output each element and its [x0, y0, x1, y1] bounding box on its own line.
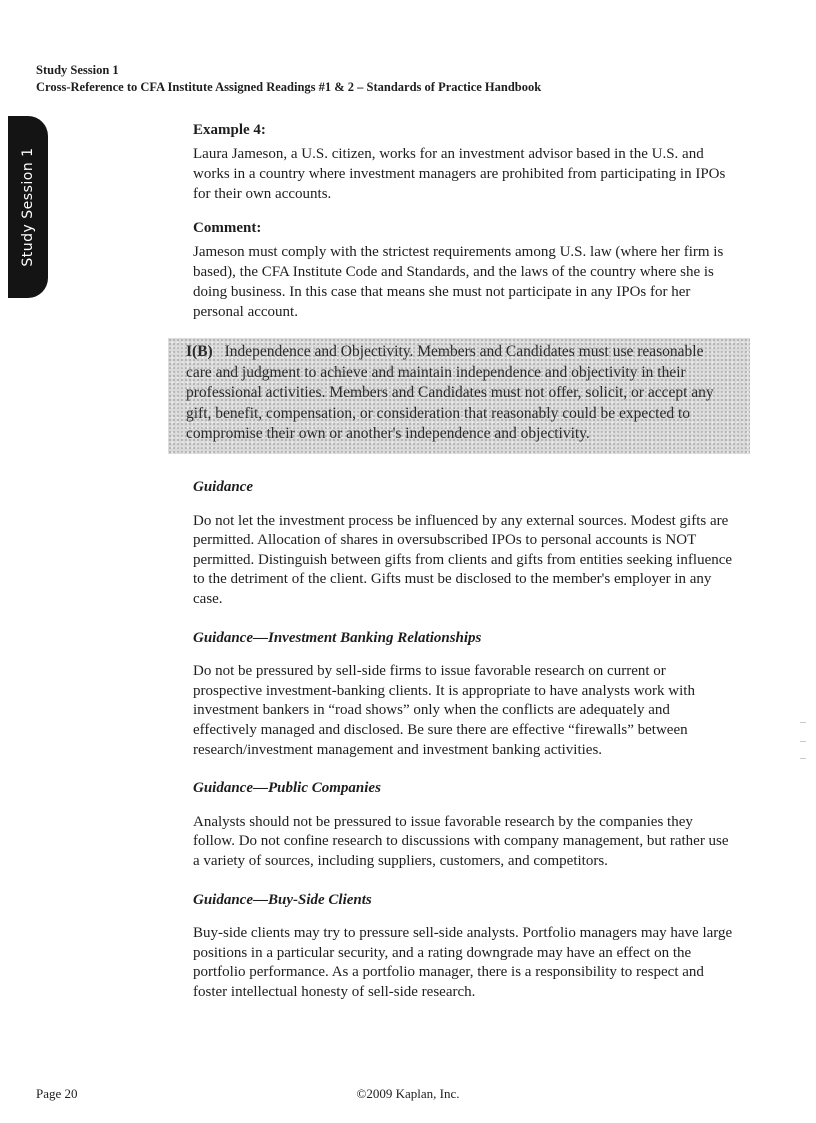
standard-statement: [186, 342, 731, 445]
example-title: Example 4:: [193, 122, 266, 138]
side-tab-label: Study Session 1: [20, 147, 36, 267]
running-header: [36, 62, 541, 96]
guidance-sections: [193, 478, 733, 1021]
standard-text: Members and Candidates must use reasonable care and judgment to achieve and maintain independence and objectivity in their professional activities. Members and Candidates must not offer, solicit, or accept any gift, benefit, compensation, or consideration that reasonably could be expected to compromise their own or another's independence and objectivity.: [186, 343, 714, 442]
comment-block: [193, 218, 733, 322]
scan-artifact-mark: [800, 722, 806, 723]
guidance-public-companies-section: [193, 779, 733, 871]
copyright-notice: ©2009 Kaplan, Inc.: [356, 1086, 460, 1101]
study-session-label: Study Session 1: [36, 63, 119, 77]
section-title: Guidance—Investment Banking Relationships: [193, 629, 482, 646]
section-title: Guidance—Public Companies: [193, 780, 381, 797]
example-section: [193, 120, 733, 336]
scan-artifact-mark: [800, 758, 806, 759]
guidance-section: [193, 478, 733, 610]
cross-reference-label: Cross-Reference to CFA Institute Assigned Readings #1 & 2 – Standards of Practice Handbook: [36, 80, 542, 94]
scan-artifact-mark: [800, 741, 806, 742]
section-title: Guidance: [193, 479, 253, 495]
section-body: Buy-side clients may try to pressure sell-side analysts. Portfolio managers may have large positions in a particular security, and a rating downgrade may have an effect on the portfolio performance. As a portfolio manager, there is a responsibility to respect and foster intellectual honesty of sell-side research.: [193, 925, 733, 1000]
standard-code: I(B): [186, 343, 213, 360]
page-number: Page 20: [36, 1086, 78, 1101]
section-body: Analysts should not be pressured to issue favorable research by the companies they follow. Do not confine research to discussions with company management, but rather use a variety of sources, including suppliers, customers, and competitors.: [193, 813, 729, 869]
section-body: Do not let the investment process be influenced by any external sources. Modest gifts are permitted. Allocation of shares in oversubscribed IPOs to personal accounts is NOT permitted. Distinguish between gifts from clients and gifts from entities seeking influence to the detriment of the client. Gifts must be disclosed to the member's employer in any case.: [193, 512, 733, 607]
example-block: [193, 120, 733, 204]
guidance-buy-side-section: [193, 891, 733, 1003]
guidance-investment-banking-section: [193, 629, 733, 761]
standard-title: Independence and Objectivity.: [224, 343, 414, 360]
section-body: Do not be pressured by sell-side firms to issue favorable research on current or prospective investment-banking clients. It is appropriate to have analysts work with investment bankers in “road shows” only when the conflicts are adequately and effectively managed and disclosed. Be sure there are effective “firewalls” between research/investment management and investment banking activities.: [193, 663, 695, 758]
study-session-side-tab: [8, 116, 48, 298]
comment-title: Comment:: [193, 220, 262, 236]
section-title: Guidance—Buy-Side Clients: [193, 891, 372, 908]
comment-body: Jameson must comply with the strictest requirements among U.S. law (where her firm is based), the CFA Institute Code and Standards, and the laws of the country where she is doing business. In this case that means she must not participate in any IPOs for her personal account.: [193, 244, 724, 320]
example-body: Laura Jameson, a U.S. citizen, works for an investment advisor based in the U.S. and works in a country where investment managers are prohibited from participating in IPOs for their own accounts.: [193, 146, 726, 202]
